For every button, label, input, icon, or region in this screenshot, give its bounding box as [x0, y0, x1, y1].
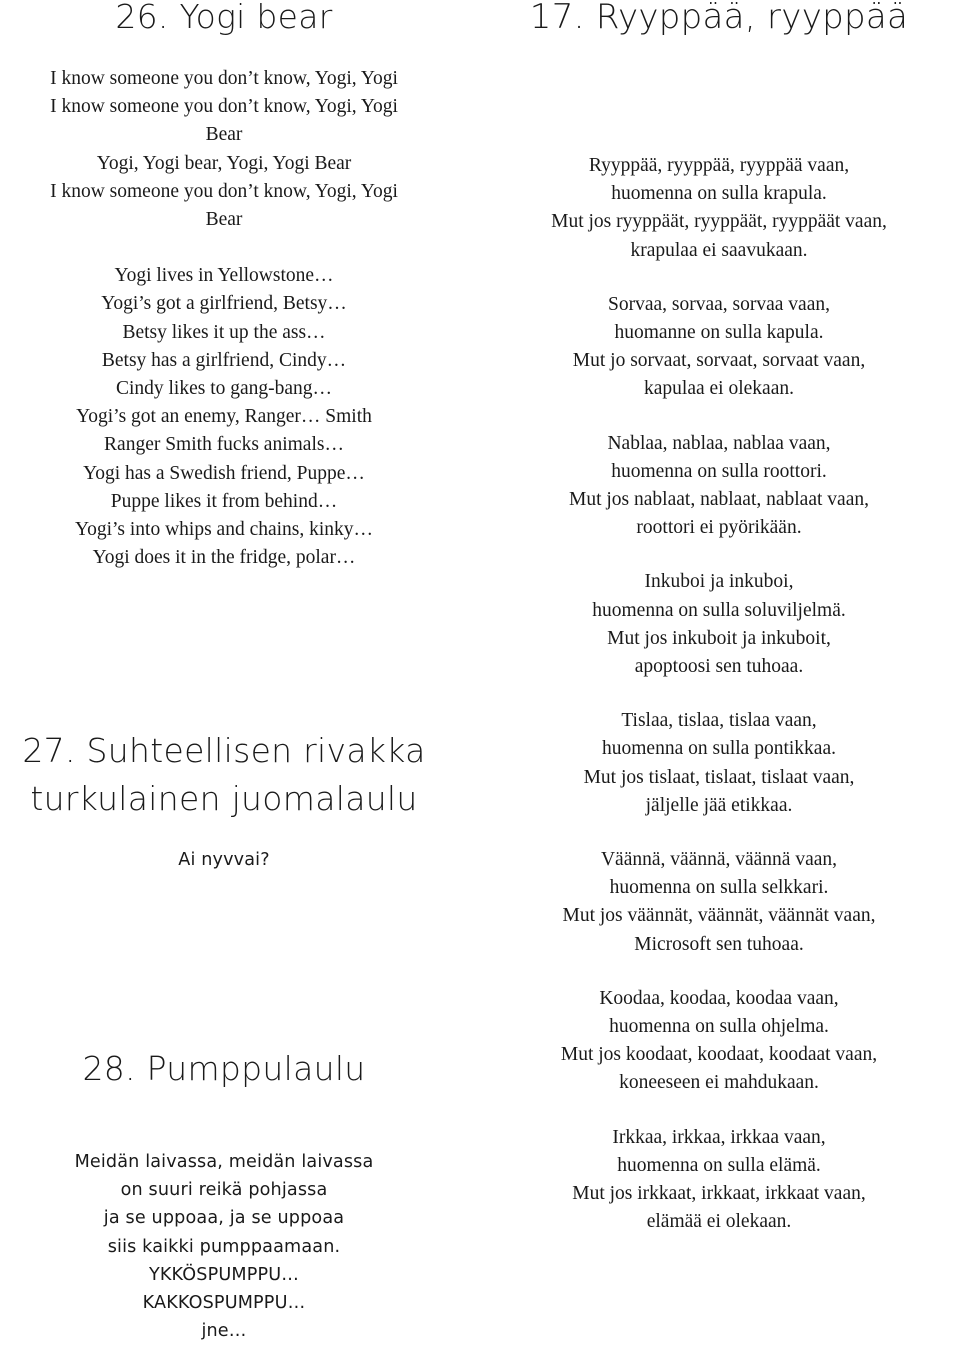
lyric-line: Mut jo sorvaat, sorvaat, sorvaat vaan,: [572, 350, 866, 372]
song-26-stanza-2: [0, 262, 448, 572]
lyric-line: huomenna on sulla selkkari.: [609, 877, 829, 899]
lyric-line: roottori ei pyörikään.: [636, 517, 802, 539]
lyric-line: Ranger Smith fucks animals…: [104, 434, 344, 456]
lyric-line: Meidän laivassa, meidän laivassa: [74, 1152, 374, 1172]
lyric-line: Yogi lives in Yellowstone…: [114, 265, 334, 287]
lyric-line: jne…: [201, 1321, 247, 1342]
lyric-line: huomenna on sulla krapula.: [611, 183, 827, 205]
lyric-line: koneeseen ei mahdukaan.: [619, 1072, 819, 1094]
song-17-title: 17. Ryyppää, ryyppää: [529, 0, 909, 37]
lyric-line: Sorvaa, sorvaa, sorvaa vaan,: [608, 293, 830, 315]
lyric-line: Microsoft sen tuhoaa.: [634, 933, 804, 955]
lyric-line: elämää ei olekaan.: [646, 1211, 792, 1233]
lyric-line: Väännä, väännä, väännä vaan,: [600, 849, 838, 871]
lyric-line: Yogi’s got a girlfriend, Betsy…: [101, 293, 347, 315]
lyric-line: Ryyppää, ryyppää, ryyppää vaan,: [588, 155, 850, 176]
lyric-line: Nablaa, nablaa, nablaa vaan,: [607, 432, 831, 454]
song-26-stanza-1: [0, 65, 448, 234]
song-27-lyrics: [0, 846, 448, 874]
lyric-line: huomenna on sulla ohjelma.: [609, 1016, 829, 1038]
lyric-line: Irkkaa, irkkaa, irkkaa vaan,: [612, 1126, 826, 1148]
lyric-line: Mut jos irkkaat, irkkaat, irkkaat vaan,: [572, 1183, 866, 1205]
lyric-line: ja se uppoaa, ja se uppoaa: [103, 1208, 345, 1229]
lyric-line: Bear: [205, 209, 243, 231]
lyric-line: Yogi has a Swedish friend, Puppe…: [83, 462, 365, 484]
song-28-title: 28. Pumppulaulu: [82, 1049, 366, 1088]
lyric-line: siis kaikki pumppaamaan.: [107, 1236, 341, 1257]
song-17-stanza: [478, 568, 960, 681]
lyric-line: YKKÖSPUMPPU…: [148, 1264, 300, 1285]
lyric-line: Betsy has a girlfriend, Cindy…: [101, 349, 347, 371]
song-17-stanza: [478, 1124, 960, 1237]
lyric-line: Puppe likes it from behind…: [110, 490, 338, 512]
song-27-title-line-1: 27. Suhteellisen rivakka: [22, 731, 426, 770]
lyric-line: I know someone you don’t know, Yogi, Yogi: [50, 180, 398, 202]
lyric-line: Mut jos nablaat, nablaat, nablaat vaan,: [569, 489, 869, 511]
song-17-stanza: [478, 707, 960, 820]
lyric-line: Cindy likes to gang-bang…: [115, 378, 333, 400]
song-27-title-line-2: turkulainen juomalaulu: [30, 779, 418, 818]
lyric-line: Mut jos koodaat, koodaat, koodaat vaan,: [560, 1044, 878, 1066]
lyric-line: Betsy likes it up the ass…: [122, 321, 326, 343]
lyric-line: huomanne on sulla kapula.: [614, 322, 824, 344]
song-28-lyrics: [0, 1148, 448, 1345]
lyric-line: jäljelle jää etikkaa.: [645, 794, 793, 816]
lyric-line: Tislaa, tislaa, tislaa vaan,: [621, 710, 817, 732]
song-17-stanza: [478, 846, 960, 959]
lyric-line: Koodaa, koodaa, koodaa vaan,: [599, 987, 839, 1009]
lyric-line: KAKKOSPUMPPU…: [142, 1293, 306, 1314]
song-17-stanza: [478, 430, 960, 543]
lyric-line: on suuri reikä pohjassa: [120, 1180, 328, 1201]
song-17-stanza: [478, 985, 960, 1098]
lyric-line: Mut jos inkuboit ja inkuboit,: [607, 627, 831, 649]
lyric-line: apoptoosi sen tuhoaa.: [634, 656, 804, 678]
lyric-line: I know someone you don’t know, Yogi, Yogi: [50, 96, 398, 118]
lyric-line: Yogi’s got an enemy, Ranger… Smith: [76, 406, 372, 428]
lyric-line: kapulaa ei olekaan.: [644, 378, 794, 400]
lyric-line: Inkuboi ja inkuboi,: [644, 571, 794, 593]
lyric-line: huomenna on sulla elämä.: [617, 1154, 821, 1176]
lyric-line: Ai nyvvai?: [178, 850, 270, 870]
lyric-line: krapulaa ei saavukaan.: [630, 239, 808, 261]
song-17-stanza: [478, 291, 960, 404]
lyric-line: huomenna on sulla pontikkaa.: [602, 738, 836, 760]
song-26-lyrics: [0, 65, 448, 572]
lyric-line: I know someone you don’t know, Yogi, Yogi: [50, 68, 398, 89]
lyric-line: huomenna on sulla soluviljelmä.: [592, 599, 846, 621]
lyric-line: huomenna on sulla roottori.: [611, 460, 827, 482]
lyric-line: Yogi’s into whips and chains, kinky…: [74, 519, 374, 541]
song-17-lyrics: [478, 152, 960, 1263]
lyric-line: Mut jos ryyppäät, ryyppäät, ryyppäät vaan,: [551, 211, 887, 233]
lyric-line: Mut jos väännät, väännät, väännät vaan,: [562, 905, 876, 927]
song-26-title: 26. Yogi bear: [115, 0, 333, 36]
song-27-title: [0, 727, 448, 823]
lyric-line: Mut jos tislaat, tislaat, tislaat vaan,: [583, 766, 855, 788]
lyric-line: Yogi, Yogi bear, Yogi, Yogi Bear: [96, 152, 352, 174]
song-17-stanza: [478, 152, 960, 265]
lyric-line: Bear: [205, 124, 243, 146]
lyric-line: Yogi does it in the fridge, polar…: [92, 547, 356, 569]
